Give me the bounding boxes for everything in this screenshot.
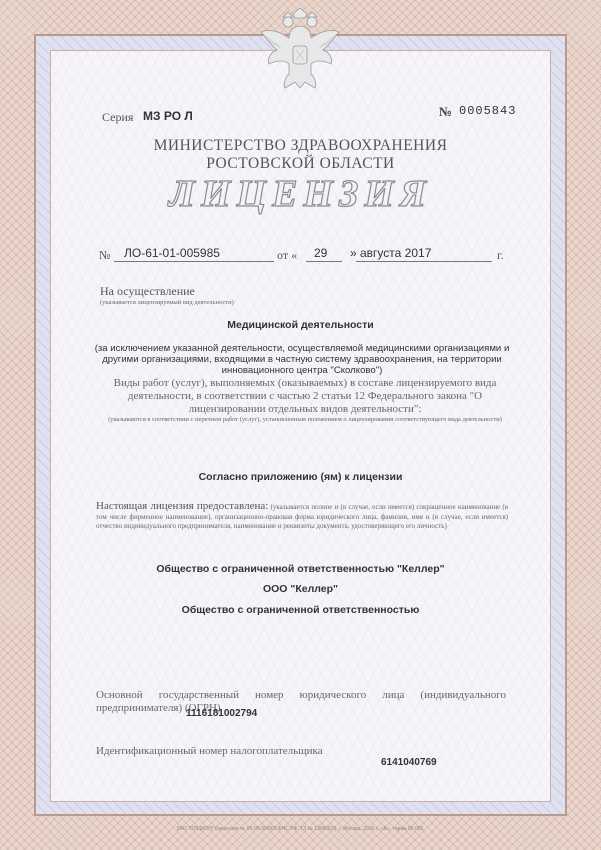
ogrn-value: 1116181002794 bbox=[186, 708, 258, 719]
activity-value: Медицинской деятельности bbox=[227, 319, 374, 331]
inn-value: 6141040769 bbox=[381, 757, 437, 768]
form-number-value: 0005843 bbox=[459, 104, 517, 118]
activity-exclusion-text: (за исключением указанной деятельности, осуществляемой медицинскими организациями и другими организациями, входящими в частную систему здравоохранения, на территории инновационного центра "Сколково") bbox=[94, 343, 510, 376]
activity-hint: (указывается лицензируемый вид деятельности) bbox=[100, 299, 234, 306]
holder-legal-form: Общество с ограниченной ответственностью bbox=[181, 604, 420, 616]
printer-imprint: ЗАО "ОПЦИОН" (лицензия № 05-05-09/003 ФНС РФ, ТЗ № 13/Ф/003), г. Москва, 2016 г., «Б», тираж 50 000. bbox=[176, 826, 425, 832]
activity-label: На осуществление bbox=[100, 284, 195, 298]
series-value: МЗ РО Л bbox=[143, 109, 193, 123]
ogrn-label: Основной государственный номер юридического лица (индивидуального предпринимателя) (ОГРН) bbox=[96, 689, 506, 714]
works-hint: (указываются в соответствии с перечнем работ (услуг), установленным положением о лицензировании соответствующего вида деятельности) bbox=[108, 416, 502, 423]
holder-short-name: ООО "Келлер" bbox=[262, 583, 339, 595]
license-date-from-label: от « bbox=[277, 248, 298, 262]
license-month-year: » августа 2017 bbox=[350, 246, 432, 260]
works-description: Виды работ (услуг), выполняемых (оказываемых) в составе лицензируемого вида деятельности, в соответствии с частью 2 статьи 12 Федерального закона "О лицензировании отдельных видов деятельности": bbox=[113, 377, 497, 415]
license-day: 29 bbox=[314, 246, 328, 260]
license-day-underline bbox=[306, 261, 342, 262]
license-number-underline bbox=[114, 261, 274, 262]
license-number-label: № bbox=[99, 248, 111, 262]
document-title: ЛИЦЕНЗИЯ bbox=[168, 173, 433, 215]
holder-full-name: Общество с ограниченной ответственностью "Келлер" bbox=[156, 563, 445, 575]
series-label: Серия bbox=[102, 110, 134, 124]
russian-double-headed-eagle-icon bbox=[255, 8, 345, 92]
license-holder-label: Настоящая лицензия предоставлена: bbox=[96, 500, 269, 512]
license-holder-hint: (указывается полное и (в случае, если имеется) сокращенное наименование (в том числе фирменное наименование), организационно-правовая форма юридического лица, фамилия, имя и (в случае, если имеется) отчество индивидуального предпринимателя, наименование и реквизиты документа, удостоверяющего его личность) bbox=[96, 503, 509, 530]
license-holder-description bbox=[96, 502, 508, 532]
license-number: ЛО-61-01-005985 bbox=[124, 246, 220, 260]
ministry-name-line1: МИНИСТЕРСТВО ЗДРАВООХРАНЕНИЯ bbox=[153, 137, 448, 154]
ministry-name-line2: РОСТОВСКОЙ ОБЛАСТИ bbox=[206, 155, 395, 172]
appendix-reference: Согласно приложению (ям) к лицензии bbox=[198, 471, 403, 483]
form-number-label: № bbox=[439, 104, 453, 119]
license-year-suffix: г. bbox=[497, 248, 504, 262]
inn-label: Идентификационный номер налогоплательщика bbox=[96, 745, 323, 757]
license-month-underline bbox=[356, 261, 492, 262]
